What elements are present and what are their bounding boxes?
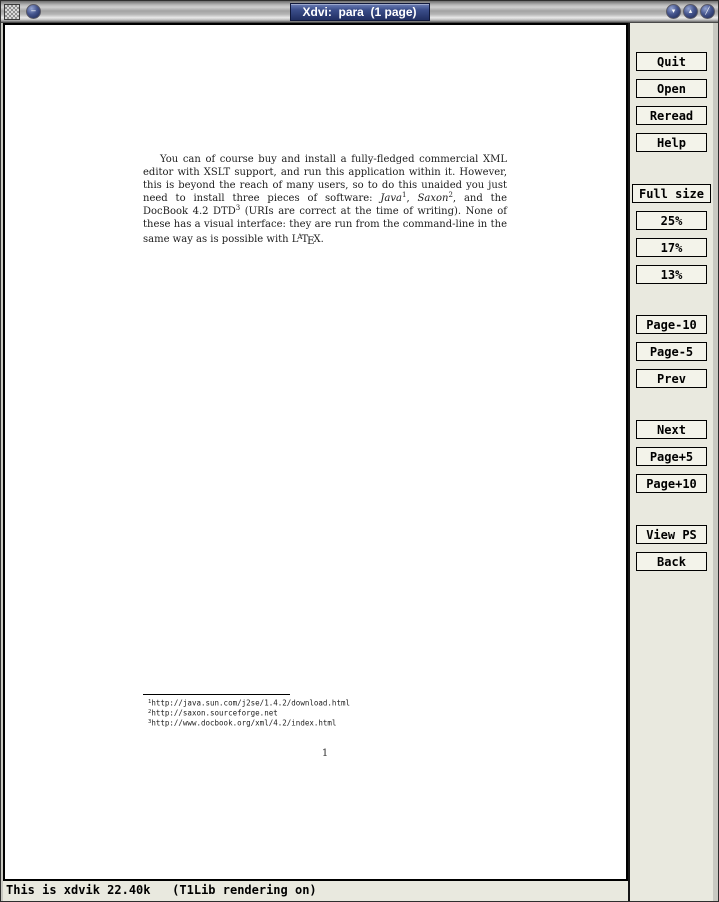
sidebar-button-quit[interactable]: Quit <box>636 52 707 71</box>
close-button[interactable]: ╱ <box>700 4 715 19</box>
latex-logo: $L^ATEX$ <box>291 233 321 247</box>
group-fwd-nav <box>630 420 713 493</box>
shade-button[interactable]: ▾ <box>666 4 681 19</box>
sidebar-button-17-[interactable]: 17% <box>636 238 707 257</box>
sidebar-button-reread[interactable]: Reread <box>636 106 707 125</box>
button-panel <box>628 23 713 901</box>
group-back-nav <box>630 315 713 388</box>
status-bar: This is xdvik 22.40k (T1Lib rendering on) <box>3 881 628 901</box>
dvi-page-canvas[interactable] <box>3 23 628 881</box>
xdvi-app-icon <box>4 4 20 20</box>
footnote-line: $^1$http://java.sun.com/j2se/1.4.2/download.html <box>148 698 350 708</box>
group-zoom <box>630 184 713 284</box>
footnote-line: $^2$http://saxon.sourceforge.net <box>148 708 278 718</box>
group-misc <box>630 525 713 571</box>
sidebar-button-page-10[interactable]: Page-10 <box>636 315 707 334</box>
sidebar-button-back[interactable]: Back <box>636 552 707 571</box>
sidebar-button-view-ps[interactable]: View PS <box>636 525 707 544</box>
footnote-line: $^3$http://www.docbook.org/xml/4.2/index.html <box>148 718 337 728</box>
footnote-rule <box>143 694 290 695</box>
paragraph: You can of course buy and install a fully-fledged commercial XML editor with XSLT support, and run this application within it. However, this is beyond the reach of many users, so to do this unaided you just need to install three pieces of software: Java$^1$, Saxon$^2$, and the DocBook 4.2 DTD$^3$ (URIs are correct at the time of writing). None of these has a visual interface: they are run from the command-line in the same way as is possible with $L^ATEX$. <box>143 154 508 247</box>
window-controls <box>666 4 715 19</box>
sidebar-button-25-[interactable]: 25% <box>636 211 707 230</box>
titlebar <box>1 1 718 23</box>
sidebar-button-page-5[interactable]: Page+5 <box>636 447 707 466</box>
footnotes <box>148 698 350 729</box>
sidebar-button-next[interactable]: Next <box>636 420 707 439</box>
sidebar-button-13-[interactable]: 13% <box>636 265 707 284</box>
group-file <box>630 52 713 152</box>
sidebar-button-help[interactable]: Help <box>636 133 707 152</box>
sidebar-button-page-10[interactable]: Page+10 <box>636 474 707 493</box>
sidebar-button-full-size[interactable]: Full size <box>632 184 711 203</box>
page-number: 1 <box>321 748 329 759</box>
unshade-button[interactable]: ▴ <box>683 4 698 19</box>
sidebar-button-prev[interactable]: Prev <box>636 369 707 388</box>
sidebar-button-open[interactable]: Open <box>636 79 707 98</box>
window-menu-button[interactable]: − <box>26 4 41 19</box>
sidebar-button-page-5[interactable]: Page-5 <box>636 342 707 361</box>
window-title: Xdvi: para (1 page) <box>290 3 430 21</box>
